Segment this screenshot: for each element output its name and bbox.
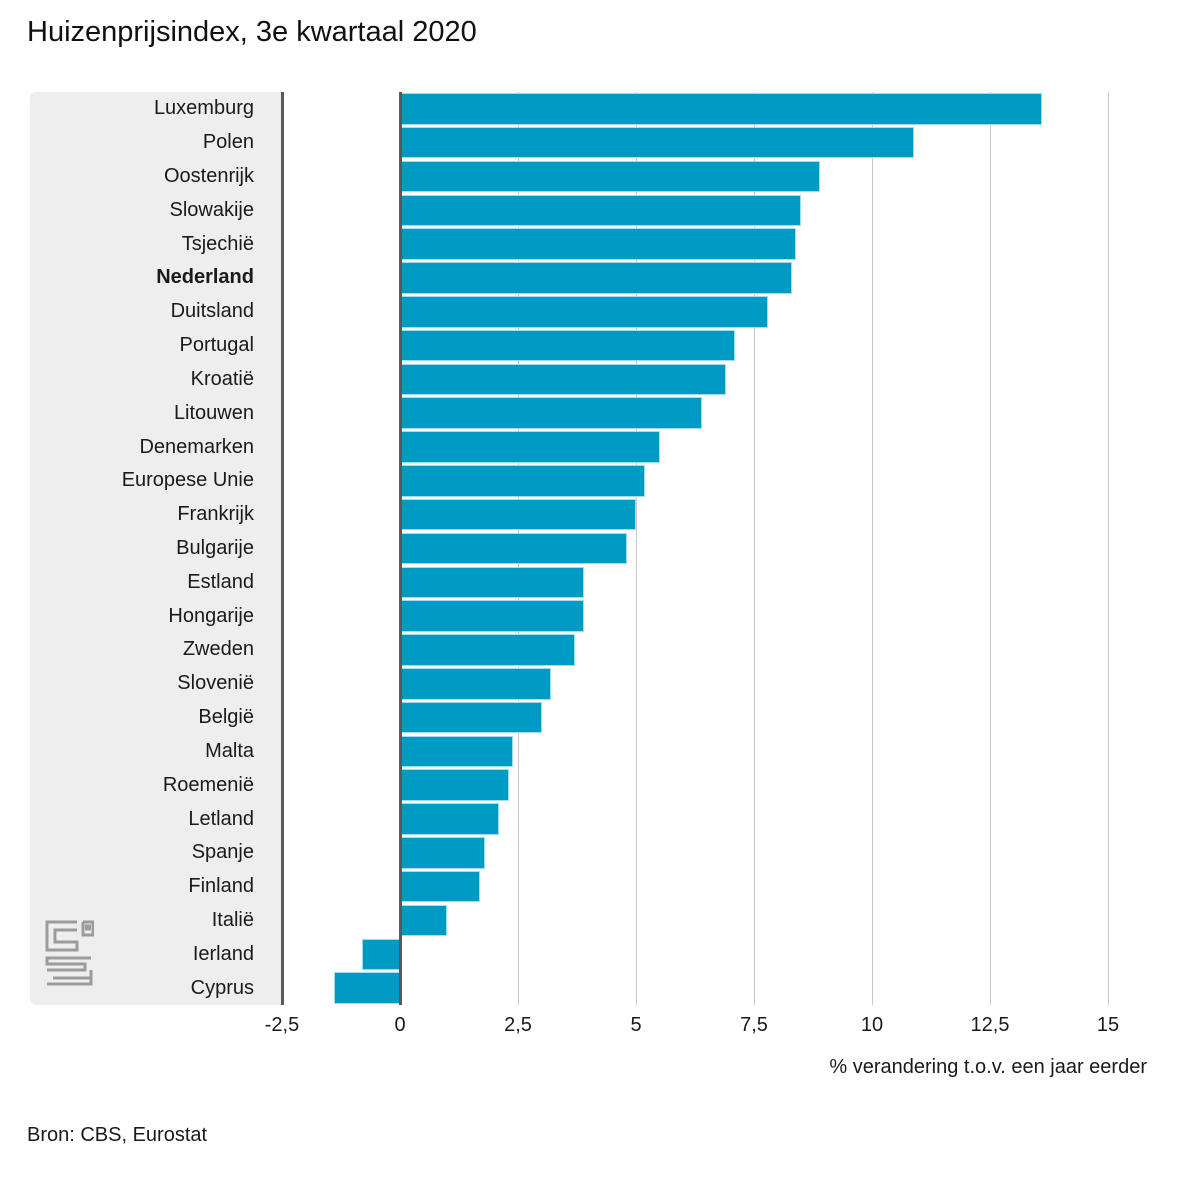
bar-duitsland xyxy=(400,296,768,328)
category-label: Cyprus xyxy=(190,976,254,999)
source-text: Bron: CBS, Eurostat xyxy=(27,1124,208,1146)
category-label: Italië xyxy=(211,908,254,931)
x-tick-label: 7,5 xyxy=(740,1014,768,1036)
category-label: Tsjechië xyxy=(181,232,254,255)
bar-italië xyxy=(400,905,447,937)
bar-nederland xyxy=(400,262,792,294)
gridline xyxy=(990,92,991,1005)
category-label: Zweden xyxy=(182,638,254,661)
category-label: Frankrijk xyxy=(177,503,254,526)
x-axis-label: % verandering t.o.v. een jaar eerder xyxy=(829,1056,1147,1078)
bar-finland xyxy=(400,871,480,903)
bar-oostenrijk xyxy=(400,161,820,193)
bar-belgië xyxy=(400,702,542,734)
category-label: Portugal xyxy=(179,334,254,357)
category-label: Duitsland xyxy=(170,300,254,323)
category-label: Polen xyxy=(202,131,254,154)
category-label: Europese Unie xyxy=(121,469,254,492)
category-label: Oostenrijk xyxy=(163,165,254,188)
x-tick-label: -2,5 xyxy=(264,1014,300,1036)
bar-hongarije xyxy=(400,600,584,632)
category-label: Kroatië xyxy=(190,367,254,390)
bar-estland xyxy=(400,567,584,599)
bar-tsjechië xyxy=(400,228,796,260)
category-label-panel xyxy=(30,92,283,1005)
category-label: Estland xyxy=(187,570,254,593)
category-label: Luxemburg xyxy=(153,97,254,120)
cbs-logo-s-glyph xyxy=(47,958,91,984)
category-label: Bulgarije xyxy=(176,536,254,559)
category-label: Nederland xyxy=(156,266,254,289)
bar-slovenië xyxy=(400,668,551,700)
bar-cyprus xyxy=(334,972,400,1004)
bar-roemenië xyxy=(400,769,509,801)
chart-title: Huizenprijsindex, 3e kwartaal 2020 xyxy=(27,16,477,48)
x-tick-label: 10 xyxy=(860,1014,884,1036)
bar-kroatië xyxy=(400,364,726,396)
category-label: Roemenië xyxy=(162,773,254,796)
zero-axis-line xyxy=(399,92,402,1005)
category-label: Hongarije xyxy=(168,604,254,627)
gridline xyxy=(1108,92,1109,1005)
category-label: Malta xyxy=(205,739,254,762)
bar-denemarken xyxy=(400,431,660,463)
bar-spanje xyxy=(400,837,485,869)
x-tick-label: 15 xyxy=(1096,1014,1120,1036)
bar-bulgarije xyxy=(400,533,627,565)
category-label: Denemarken xyxy=(139,435,254,458)
bar-ierland xyxy=(362,939,400,971)
bar-malta xyxy=(400,736,513,768)
bar-luxemburg xyxy=(400,93,1042,125)
bar-letland xyxy=(400,803,499,835)
bar-frankrijk xyxy=(400,499,636,531)
category-label: Letland xyxy=(188,807,254,830)
x-tick-label: 5 xyxy=(630,1014,642,1036)
bar-slowakije xyxy=(400,195,801,227)
left-axis-line xyxy=(281,92,284,1005)
bar-europese-unie xyxy=(400,465,645,497)
gridline xyxy=(872,92,873,1005)
bar-chart xyxy=(30,92,1147,1005)
category-label: België xyxy=(198,706,254,729)
cbs-logo-icon xyxy=(44,919,94,987)
bar-polen xyxy=(400,127,914,159)
bar-litouwen xyxy=(400,397,702,429)
x-tick-label: 2,5 xyxy=(504,1014,532,1036)
cbs-logo-b-glyph xyxy=(83,922,93,935)
x-tick-label: 0 xyxy=(394,1014,406,1036)
category-label: Ierland xyxy=(192,942,254,965)
plot-area xyxy=(283,92,1147,1005)
bar-zweden xyxy=(400,634,575,666)
category-label: Litouwen xyxy=(173,401,254,424)
bar-portugal xyxy=(400,330,735,362)
category-label: Finland xyxy=(188,875,254,898)
category-label: Slowakije xyxy=(169,198,254,221)
category-label: Slovenië xyxy=(177,672,254,695)
cbs-logo-c-glyph xyxy=(47,922,77,950)
x-tick-label: 12,5 xyxy=(970,1014,1010,1036)
category-label: Spanje xyxy=(191,841,254,864)
